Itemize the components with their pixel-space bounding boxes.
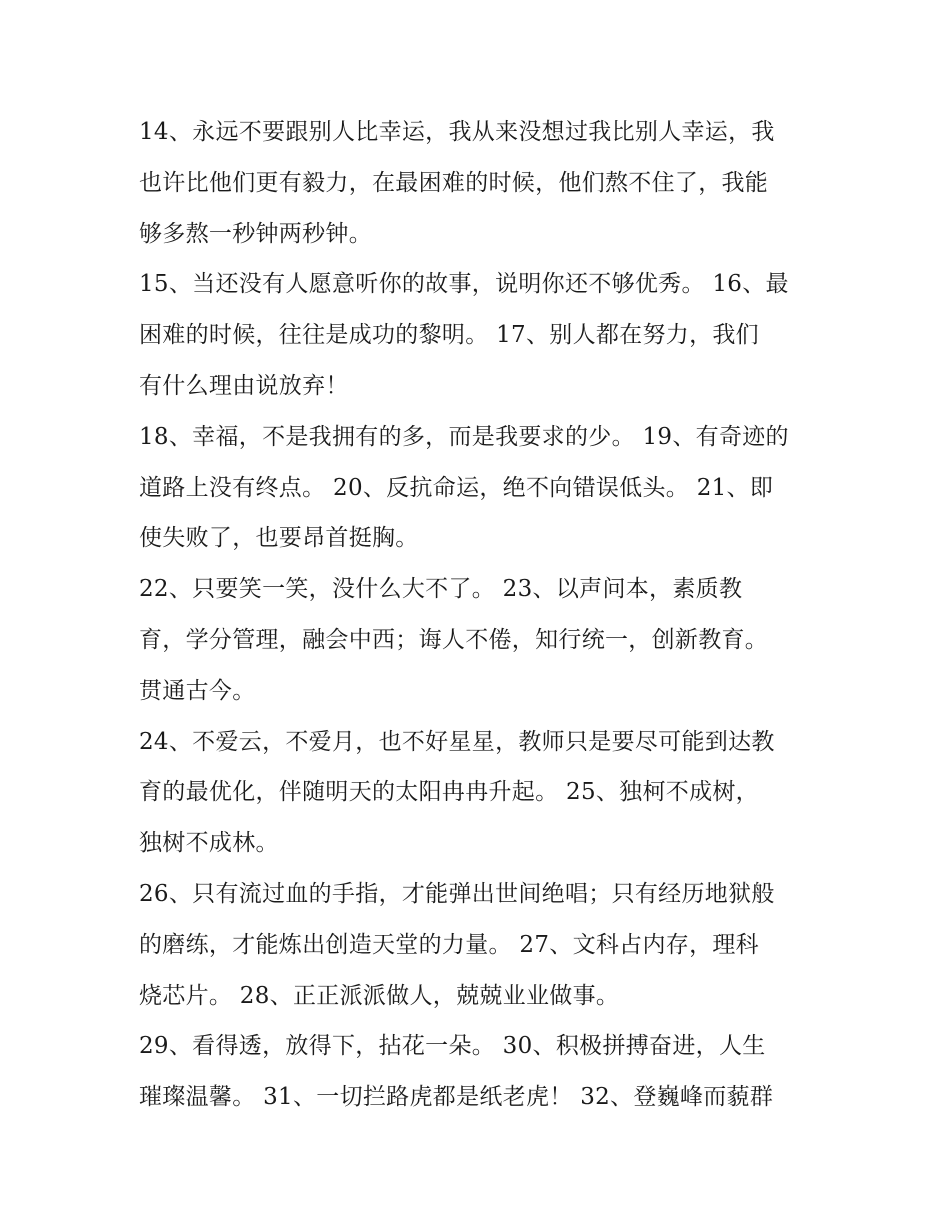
text-line: 使失败了，也要昂首挺胸。 bbox=[139, 525, 419, 552]
text-line: 22、只要笑一笑，没什么大不了。 23、以声问本，素质教 bbox=[139, 576, 743, 603]
text-line: 18、幸福，不是我拥有的多，而是我要求的少。 19、有奇迹的 bbox=[139, 423, 789, 450]
text-line: 贯通古今。 bbox=[139, 677, 256, 704]
text-line: 的磨练，才能炼出创造天堂的力量。 27、文科占内存，理科 bbox=[139, 931, 759, 958]
text-line: 璀璨温馨。 31、一切拦路虎都是纸老虎！ 32、登巍峰而藐群 bbox=[139, 1084, 774, 1111]
text-line: 育，学分管理，融会中西；诲人不倦，知行统一，创新教育。 bbox=[139, 626, 769, 653]
text-line: 26、只有流过血的手指，才能弹出世间绝唱；只有经历地狱般 bbox=[139, 880, 775, 907]
text-line: 独树不成林。 bbox=[139, 830, 279, 857]
text-line: 育的最优化，伴随明天的太阳冉冉升起。 25、独柯不成树， bbox=[139, 779, 759, 806]
quote-text-block bbox=[139, 107, 819, 1123]
text-line: 烧芯片。 28、正正派派做人，兢兢业业做事。 bbox=[139, 982, 620, 1009]
text-line: 24、不爱云，不爱月，也不好星星，教师只是要尽可能到达教 bbox=[139, 728, 775, 755]
text-line: 15、当还没有人愿意听你的故事，说明你还不够优秀。 16、最 bbox=[139, 271, 789, 298]
text-line: 14、永远不要跟别人比幸运，我从来没想过我比别人幸运，我 bbox=[139, 119, 775, 145]
text-line: 有什么理由说放弃！ bbox=[139, 372, 349, 399]
text-line: 也许比他们更有毅力，在最困难的时候，他们熬不住了，我能 bbox=[139, 169, 769, 196]
text-line: 困难的时候，往往是成功的黎明。 17、别人都在努力，我们 bbox=[139, 322, 759, 349]
text-line: 道路上没有终点。 20、反抗命运，绝不向错误低头。 21、即 bbox=[139, 474, 774, 501]
text-line: 够多熬一秒钟两秒钟。 bbox=[139, 220, 372, 247]
text-line: 29、看得透，放得下，拈花一朵。 30、积极拼搏奋进，人生 bbox=[139, 1033, 766, 1060]
